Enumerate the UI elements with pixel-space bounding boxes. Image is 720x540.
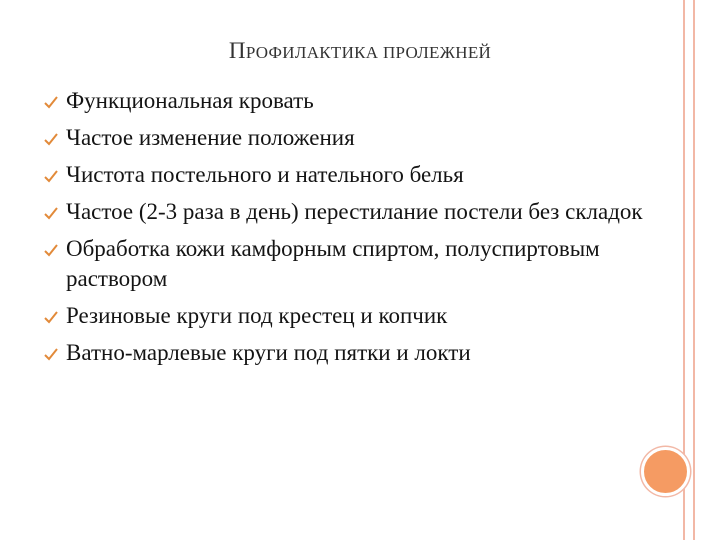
title-first-letter: П — [228, 38, 246, 63]
checkmark-icon — [44, 347, 58, 361]
bullet-item — [40, 197, 680, 227]
bullet-item — [40, 86, 680, 116]
frame-line-right — [693, 0, 695, 540]
bullet-item — [40, 160, 680, 190]
bullet-item — [40, 338, 680, 368]
bullet-text: Чистота постельного и нательного белья — [66, 162, 464, 187]
checkmark-icon — [44, 243, 58, 257]
bullet-item — [40, 234, 680, 294]
bullet-list — [40, 86, 680, 375]
checkmark-icon — [44, 206, 58, 220]
bullet-item — [40, 301, 680, 331]
checkmark-icon — [44, 310, 58, 324]
checkmark-icon — [44, 95, 58, 109]
title-rest: РОФИЛАКТИКА ПРОЛЕЖНЕЙ — [245, 43, 492, 62]
bullet-text: Ватно-марлевые круги под пятки и локти — [66, 340, 471, 365]
bullet-item — [40, 123, 680, 153]
bullet-text: Обработка кожи камфорным спиртом, полуспиртовым раствором — [66, 236, 600, 291]
bullet-text: Частое (2-3 раза в день) перестилание постели без складок — [66, 199, 643, 224]
bullet-text: Частое изменение положения — [66, 125, 355, 150]
decorative-circle — [641, 447, 690, 496]
bullet-text: Резиновые круги под крестец и копчик — [66, 303, 448, 328]
slide-title — [0, 38, 720, 64]
checkmark-icon — [44, 169, 58, 183]
checkmark-icon — [44, 132, 58, 146]
bullet-text: Функциональная кровать — [66, 88, 314, 113]
